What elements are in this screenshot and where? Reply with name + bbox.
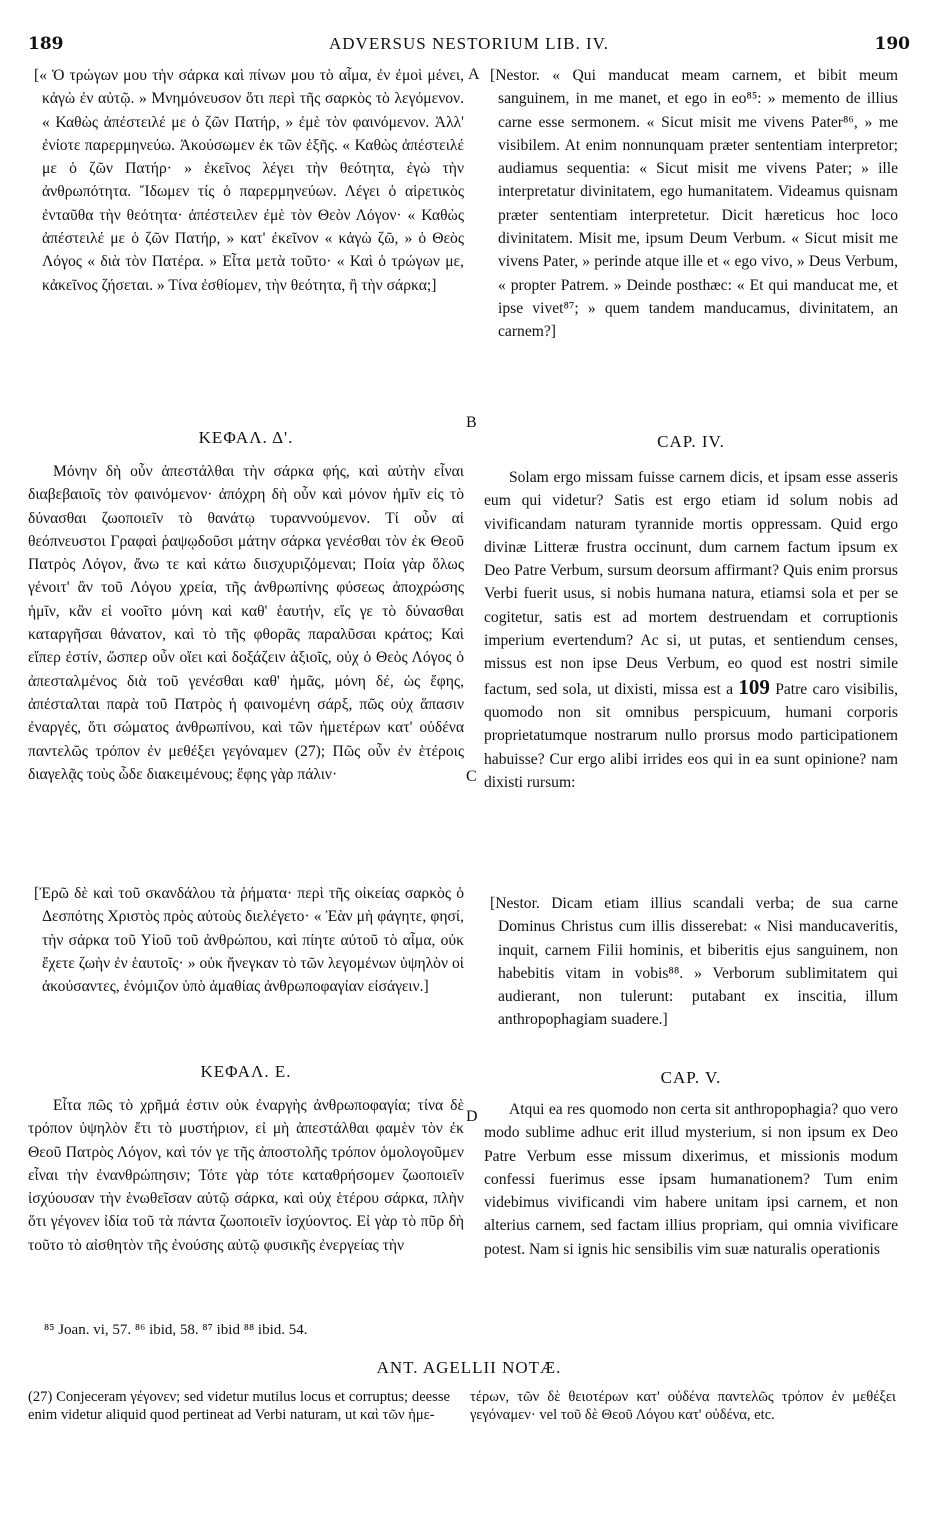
latin-chapter-4-text-a: Solam ergo missam fuisse carnem dicis, et ipsam esse asseris eum qui videtur? Satis est ergo etiam id solum nobis ad vivificandam naturam tyrannide mortis oppressam. Quid ergo divinæ Litteræ frustra occinunt, dum carnem factum ipsum ex Deo Patre Verbum, sursum deorsum affirmant? Quis enim prorsus Verbi fuerit usus, si nobis humana natura, etiamsi sola et per se cogitetur, satis est ad mortem destruendam et corruptionis imperium evertendum? Ac si, ut putas, et sentiendum censes, missus est non ipse Deus Verbum, eo quod est nostri simile factum, sed sola, ut dixisti, missa est a <box>484 469 898 698</box>
latin-nestorius-quote: [Nestor. « Qui manducat meam carnem, et bibit meum sanguinem, in me manet, et ego in eo⁸⁵: » memento de illius carne esse sermonem. « Sicut misit me vivens Pater⁸⁶, » me visibilem. At enim nonnunquam præter sententiam interpretor; audiamus sequentia: « Sicut misit me vivens Pater; » ille interpretatur divinitatem, ego humanitatem. Videamus quisnam præter sententiam interpretetur. Dicit hæreticus hoc loco divinitatem. Misit me, ipsum Deum Verbum. « Sicut misit me vivens Pater, » perinde atque ille et « ego vivo, » Deus Verbum, « propter Patrem. » Deinde posthæc: « Et qui manducat me, et ipse vivet⁸⁷; » quem tandem manducamus, divinitatem, an carnem?] <box>490 67 898 341</box>
greek-chapter-4-heading: ΚΕΦΑΛ. Δ'. <box>198 428 294 447</box>
note-27-left: (27) Conjeceram γέγονεν; sed videtur mutilus locus et corruptus; deesse enim videtur aliquid quod pertineat ad Verbi naturam, ut καὶ τῶν ἡμε- <box>28 1389 450 1423</box>
greek-chapter-4-text: Μόνην δὴ οὖν ἀπεστάλθαι τὴν σάρκα φής, καὶ αὐτὴν εἶναι διαβεβαιοῖς τὸν φαινόμενον· ἀπόχρη δὴ οὖν καὶ μόνον ἡμῖν εἰς τὸ δύνασθαι ζωοποιεῖν τὸ θανάτῳ τυραννούμενον. Τί οὖν αἱ θεόπνευστοι Γραφαὶ ῥαψῳδοῦσι μάτην σάρκα γενέσθαι τὸν ἐκ Θεοῦ Πατρὸς Λόγον, ἄνω τε καὶ κάτω διισχυριζόμεναι; Ποία γὰρ ὅλως γένοιτ' ἂν τοῦ Λόγου χρεία, τῆς ἀνθρωπίνης φύσεως ἀποχρώσης ἡμῖν, κἂν εἰ νοοῖτο μόνη καὶ καθ' ἑαυτήν, εἴς γε τὸ δύνασθαι καταργῆσαι θάνατον, καὶ τὸ τῆς φθορᾶς παραλῦσαι κράτος; Καὶ εἴπερ ἐστίν, ὥσπερ οὖν οἴει καὶ δοξάζειν ἀξιοῖς, οὐχ ὁ Θεὸς Λόγος ὁ ἀπεσταλμένος διὰ τοῦ γενέσθαι καθ' ἡμᾶς, μόνη δέ, ὡς ἔφης, ἀπέσταλται παρὰ τοῦ Πατρὸς ἡ φαινομένη σάρξ, πῶς οὐχ ἅπασιν ἐναργές, ὅτι σώματος ἀνθρωπίνου, καὶ τῶν ἡμετέρων κατ' οὐδένα παντελῶς τρόπον ἐν μεθέξει γεγόναμεν (27); Πῶς οὖν ἐν ἑτέροις διαγελᾷς τοὺς ὧδε διακειμένους; ἔφης γὰρ πάλιν· <box>28 463 464 783</box>
latin-chapter-4-text <box>484 466 898 794</box>
page-number-left: 189 <box>28 34 64 54</box>
margin-letter-d: D <box>466 1108 478 1125</box>
page-number-right: 190 <box>874 34 910 54</box>
column-number: 109 <box>738 674 770 699</box>
greek-nestorius-quote: [« Ὁ τρώγων μου τὴν σάρκα καὶ πίνων μου τὸ αἷμα, ἐν ἐμοὶ μένει, κἀγὼ ἐν αὐτῷ. » Μνημόνευσον ὅτι περὶ τῆς σαρκὸς τὸ λεγόμενον. « Καθὼς ἀπέστειλέ με ὁ ζῶν Πατήρ, » ἐμὲ τὸν φαινόμενον. Ἀλλ' ἐνίοτε παρερμηνεύω. Ἀκούσωμεν ἐκ τῶν ἑξῆς. « Καθὼς ἀπέστειλέ με ὁ ζῶν Πατήρ· » ἐκεῖνος λέγει τὴν θεότητα, ἐγὼ τὴν ἀνθρωπότητα. Ἴδωμεν τίς ὁ παρερμηνεύων. Λέγει ὁ αἱρετικὸς ἐνταῦθα τὴν θεότητα· ἀπέστειλεν ἐμὲ τὸν Θεὸν Λόγον· « Καθὼς ἀπέστειλέ με ὁ ζῶν Πατήρ, » κατ' ἐκεῖνον « κἀγὼ ζῶ, » ὁ Θεὸς Λόγος « διὰ τὸν Πατέρα. » Εἶτα μετὰ τοῦτο· « Καὶ ὁ τρώγων με, κἀκεῖνος ζήσεται. » Τίνα ἐσθίομεν, τὴν θεότητα, ἢ τὴν σάρκα;] <box>34 67 464 294</box>
greek-block-2 <box>28 460 464 786</box>
margin-letter-c: C <box>466 768 477 785</box>
margin-letter-a: A <box>468 66 480 83</box>
greek-block-4 <box>28 1094 464 1257</box>
notes-right-column <box>470 1388 896 1424</box>
latin-chapter-4-text-b: Patre caro visibilis, quomodo non sit omnibus perspicuum, humani corporis proprietatumque nostrarum nullo prorsus modo participationem habuisse? Cur ergo alibi irrides eos qui in ea sunt opinione? nam dixisti rursum: <box>484 680 898 791</box>
footnotes: ⁸⁵ Joan. vi, 57. ⁸⁶ ibid, 58. ⁸⁷ ibid ⁸⁸ ibid. 54. <box>44 1322 308 1338</box>
notes-heading: ANT. AGELLII NOTÆ. <box>376 1358 562 1377</box>
running-head <box>28 34 910 60</box>
greek-block-1 <box>28 64 464 297</box>
latin-block-2 <box>484 466 898 794</box>
latin-chapter-5-heading: CAP. V. <box>660 1068 722 1087</box>
margin-letter-b: B <box>466 414 477 431</box>
latin-block-1 <box>484 64 898 344</box>
latin-chapter-5-text: Atqui ea res quomodo non certa sit anthropophagia? quo vero modo sublime adhuc erit illud mysterium, si non ipsum ex Deo Patre Verbum esse missum dixerimus, et missionis modum confessi fuerimus esse ipsam humanationem? Tum enim videbimus vivificandi vim habere unitam ipsi carnem, et non alterius carnem, sed factam illius propriam, qui omnia vivificare potest. Nam si ignis hic sensibilis vim suæ naturalis operationis <box>484 1101 898 1258</box>
latin-nestorius-quote-2: [Nestor. Dicam etiam illius scandali verba; de sua carne Dominus Christus cum illis disserebat: « Nisi manducaveritis, inquit, carnem Filii hominis, et biberitis ejus sanguinem, non habebitis vitam in vobis⁸⁸. » Verborum sublimitatem qui audierant, non tulerunt: putabant ex inscitia, illum anthropophagiam suadere.] <box>490 895 898 1029</box>
greek-nestorius-quote-2: [Ἐρῶ δὲ καὶ τοῦ σκανδάλου τὰ ῥήματα· περὶ τῆς οἰκείας σαρκὸς ὁ Δεσπότης Χριστὸς πρὸς αὐτοὺς διελέγετο· « Ἐὰν μὴ φάγητε, φησί, τὴν σάρκα τοῦ Υἱοῦ τοῦ ἀνθρώπου, καὶ πίητε αὐτοῦ τὸ αἷμα, οὐκ ἔχετε ζωὴν ἐν ἑαυτοῖς· » οὐκ ἤνεγκαν τὸ τῶν λεγομένων ὑψηλὸν οἱ ἀκούσαντες, ἐνόμιζον ὑπὸ ἀμαθίας ἀνθρωποφαγίαν εἰσάγειν.] <box>34 885 464 996</box>
latin-chapter-4-heading: CAP. IV. <box>657 432 725 451</box>
greek-block-3 <box>28 882 464 998</box>
latin-block-3 <box>484 892 898 1032</box>
greek-chapter-5-heading: ΚΕΦΑΛ. Ε. <box>200 1062 292 1081</box>
notes-left-column <box>28 1388 450 1424</box>
latin-block-4 <box>484 1098 898 1261</box>
greek-chapter-5-text: Εἶτα πῶς τὸ χρῆμά ἐστιν οὐκ ἐναργὴς ἀνθρωποφαγία; τίνα δὲ τρόπον ὑψηλὸν ἔτι τὸ μυστήριον, εἰ μὴ ἀπεστάλθαι φαμὲν τὸν ἐκ Θεοῦ Πατρὸς Λόγον, καὶ τόν γε τῆς ἀποστολῆς τρόπον ὁμολογοῦμεν εἶναι τὴν ἐνανθρώπησιν; Τότε γὰρ τότε καταθρήσομεν ζωοποιεῖν ἰσχύουσαν τὴν ἑνωθεῖσαν αὐτῷ σάρκα, καὶ οὐχ ἑτέρου σάρκα, πλὴν ὅτι γέγονεν ἰδία τοῦ τὰ πάντα ζωοποιεῖν ἰσχύοντος. Εἰ γὰρ τὸ πῦρ δὴ τοῦτο τὸ αἰσθητὸν τῆς ἐνούσης αὐτῷ φυσικῆς ἐνεργείας τὴν <box>28 1097 464 1254</box>
note-27-right: τέρων, τῶν δὲ θειοτέρων κατ' οὐδένα παντελῶς τρόπον ἐν μεθέξει γεγόναμεν· vel τοῦ δὲ Θεοῦ Λόγου κατ' οὐδένα, etc. <box>470 1389 896 1423</box>
running-title: ADVERSUS NESTORIUM LIB. IV. <box>329 34 609 53</box>
